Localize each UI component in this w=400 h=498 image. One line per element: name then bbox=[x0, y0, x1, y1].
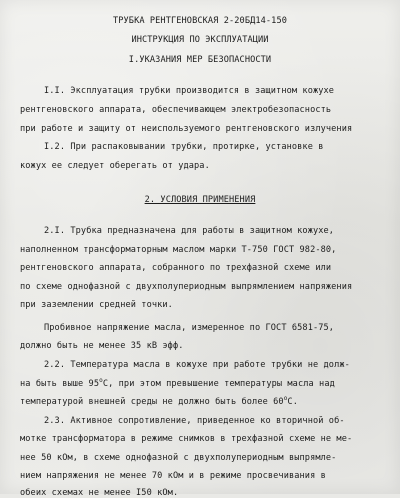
section-2-line: нее 50 кОм, в схеме однофазной с двухполупериодным выпрямле- bbox=[20, 453, 337, 463]
section-2-text: С, при этом превышение температуры масла над bbox=[102, 379, 335, 389]
section-2-line: мотке трансформатора в режиме снимков в трехфазной схеме не ме- bbox=[20, 434, 353, 444]
section-1-line: I.I. Эксплуатация трубки производится в защитном кожухе bbox=[44, 86, 335, 96]
section-2-line: должно быть не менее 35 кВ эфф. bbox=[20, 341, 184, 351]
document-title: ТРУБКА РЕНТГЕНОВСКАЯ 2-20БД14-150 bbox=[112, 16, 288, 26]
section-2-line: 2.3. Активное сопротивление, приведенное ко вторичной об- bbox=[44, 416, 345, 426]
section-2-line: 2.2. Температура масла в кожухе при работе трубки не долж- bbox=[44, 360, 350, 370]
section-2-line: рентгеновского аппарата, собранного по трехфазной схеме или bbox=[20, 263, 332, 273]
section-2-line: наполненном трансформаторным маслом марки Т-750 ГОСТ 982-80, bbox=[20, 245, 337, 255]
degree-mark: o bbox=[283, 395, 288, 403]
section-1-line: кожух ее следует оберегать от удара. bbox=[20, 161, 210, 171]
section-2-line: Пробивное напряжение масла, измеренное по ГОСТ 6581-75, bbox=[44, 323, 335, 333]
section-2-text: температурой внешней среды не должно быть более 60 bbox=[20, 397, 284, 407]
section-2-line-temperature bbox=[20, 377, 335, 389]
section-1-line: рентгеновского аппарата, обеспечивающем электробезопасность bbox=[20, 105, 332, 115]
section-1-line: I.2. При распаковывании трубки, протирке, установке в bbox=[44, 142, 324, 152]
section-2-line: обеих схемах не менее I50 кОм. bbox=[20, 488, 179, 498]
document-subtitle: ИНСТРУКЦИЯ ПО ЭКСПЛУАТАЦИИ bbox=[131, 35, 269, 45]
section-2-line: 2.I. Трубка предназначена для работы в защитном кожухе, bbox=[44, 226, 335, 236]
section-2-line: по схеме однофазной с двухполупериодным выпрямлением напряжения bbox=[20, 282, 353, 292]
section-2-line-temperature-limit bbox=[20, 395, 298, 407]
section-2-line: нием напряжения не менее 70 кОм и в режиме просвечивания в bbox=[20, 471, 326, 481]
section-2-heading: 2. УСЛОВИЯ ПРИМЕНЕНИЯ bbox=[144, 195, 256, 205]
section-1-heading: I.УКАЗАНИЯ МЕР БЕЗОПАСНОСТИ bbox=[128, 55, 272, 65]
section-2-text: на быть выше 95 bbox=[20, 379, 100, 389]
section-2-text: С. bbox=[287, 397, 298, 407]
section-1-line: при работе и защиту от неиспользуемого рентгеновского излучения bbox=[20, 124, 353, 134]
section-2-line: при заземлении средней точки. bbox=[20, 300, 173, 310]
degree-mark: o bbox=[99, 377, 103, 385]
